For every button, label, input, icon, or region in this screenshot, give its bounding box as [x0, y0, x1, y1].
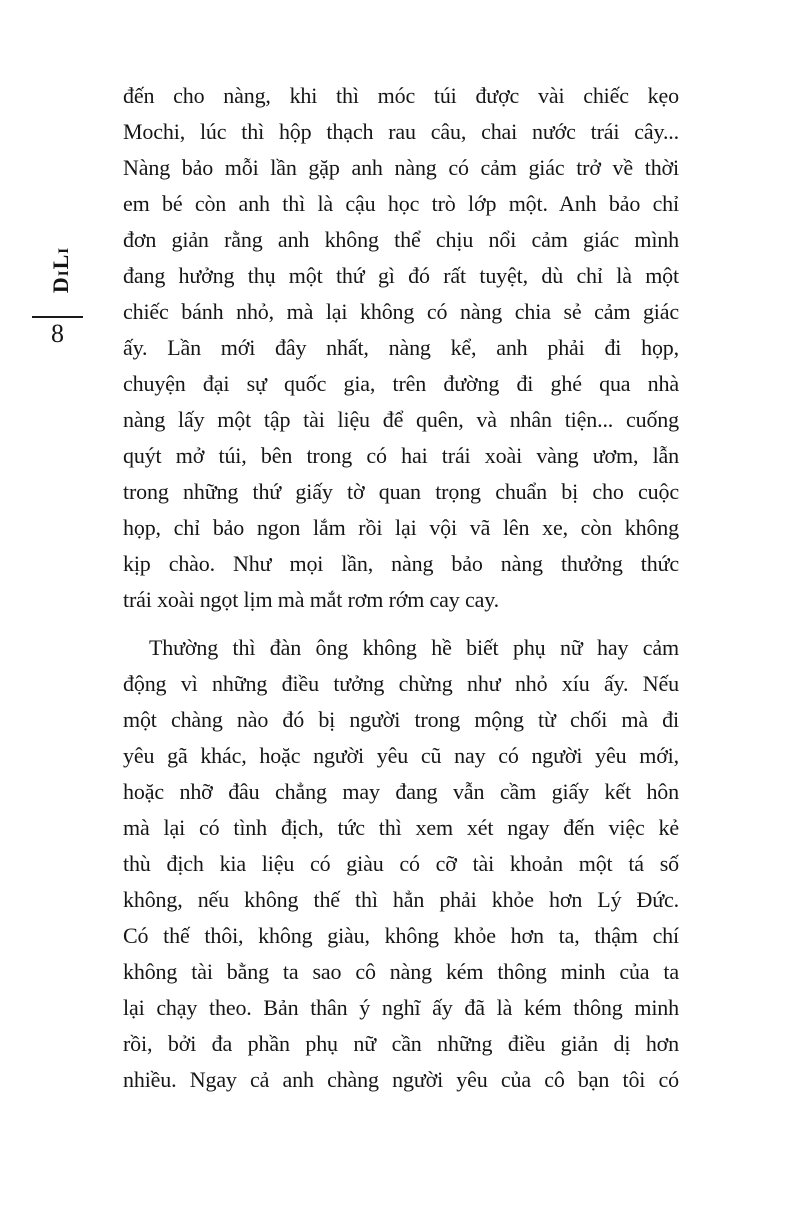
text-line: đang hưởng thụ một thứ gì đó rất tuyệt, dù chỉ là một — [123, 263, 679, 288]
paragraph — [123, 78, 679, 618]
text-line: lại chạy theo. Bản thân ý nghĩ ấy đã là kém thông minh — [123, 995, 679, 1020]
text-line: chuyện đại sự quốc gia, trên đường đi ghé qua nhà — [123, 371, 679, 396]
text-line: ấy. Lần mới đây nhất, nàng kể, anh phải đi họp, — [123, 335, 679, 360]
body-text — [123, 78, 679, 1098]
text-line: nàng lấy một tập tài liệu để quên, và nhân tiện... cuống — [123, 407, 679, 432]
text-line: Có thế thôi, không giàu, không khỏe hơn ta, thậm chí — [123, 923, 679, 948]
text-line: hoặc nhỡ đâu chẳng may đang vẫn cầm giấy kết hôn — [123, 779, 679, 804]
text-line: Mochi, lúc thì hộp thạch rau câu, chai nước trái cây... — [123, 119, 679, 144]
text-line: đến cho nàng, khi thì móc túi được vài chiếc kẹo — [123, 83, 679, 108]
text-line: mà lại có tình địch, tức thì xem xét ngay đến việc kẻ — [123, 815, 679, 840]
text-line: chiếc bánh nhỏ, mà lại không có nàng chia sẻ cảm giác — [123, 299, 679, 324]
text-line: yêu gã khác, hoặc người yêu cũ nay có người yêu mới, — [123, 743, 679, 768]
page-number: 8 — [51, 319, 64, 348]
text-line: trong những thứ giấy tờ quan trọng chuẩn bị cho cuộc — [123, 479, 679, 504]
text-line: quýt mở túi, bên trong có hai trái xoài vàng ươm, lẫn — [123, 443, 679, 468]
text-line: nhiều. Ngay cả anh chàng người yêu của cô bạn tôi có — [123, 1067, 679, 1092]
paragraph — [123, 630, 679, 1098]
text-line: họp, chỉ bảo ngon lắm rồi lại vội vã lên xe, còn không — [123, 515, 679, 540]
text-line: rồi, bởi đa phần phụ nữ cần những điều giản dị hơn — [123, 1031, 679, 1056]
text-line: động vì những điều tưởng chừng như nhỏ xíu ấy. Nếu — [123, 671, 679, 696]
text-line: không tài bằng ta sao cô nàng kém thông minh của ta — [123, 959, 679, 984]
text-line: thù địch kia liệu có giàu có cỡ tài khoản một tá số — [123, 851, 679, 876]
margin-rule — [32, 316, 83, 318]
text-line: không, nếu không thế thì hẳn phải khỏe hơn Lý Đức. — [123, 887, 679, 912]
text-line: Thường thì đàn ông không hề biết phụ nữ hay cảm — [149, 635, 679, 660]
text-line: trái xoài ngọt lịm mà mắt rơm rớm cay cay. — [123, 587, 499, 612]
text-line: đơn giản rằng anh không thể chịu nổi cảm giác mình — [123, 227, 679, 252]
text-line: Nàng bảo mỗi lần gặp anh nàng có cảm giác trở về thời — [123, 155, 679, 180]
text-line: em bé còn anh thì là cậu học trò lớp một. Anh bảo chỉ — [123, 191, 679, 216]
text-line: kịp chào. Như mọi lần, nàng bảo nàng thưởng thức — [123, 551, 679, 576]
text-line: một chàng nào đó bị người trong mộng từ chối mà đi — [123, 707, 679, 732]
author-name-vertical: DiLi — [48, 246, 73, 294]
